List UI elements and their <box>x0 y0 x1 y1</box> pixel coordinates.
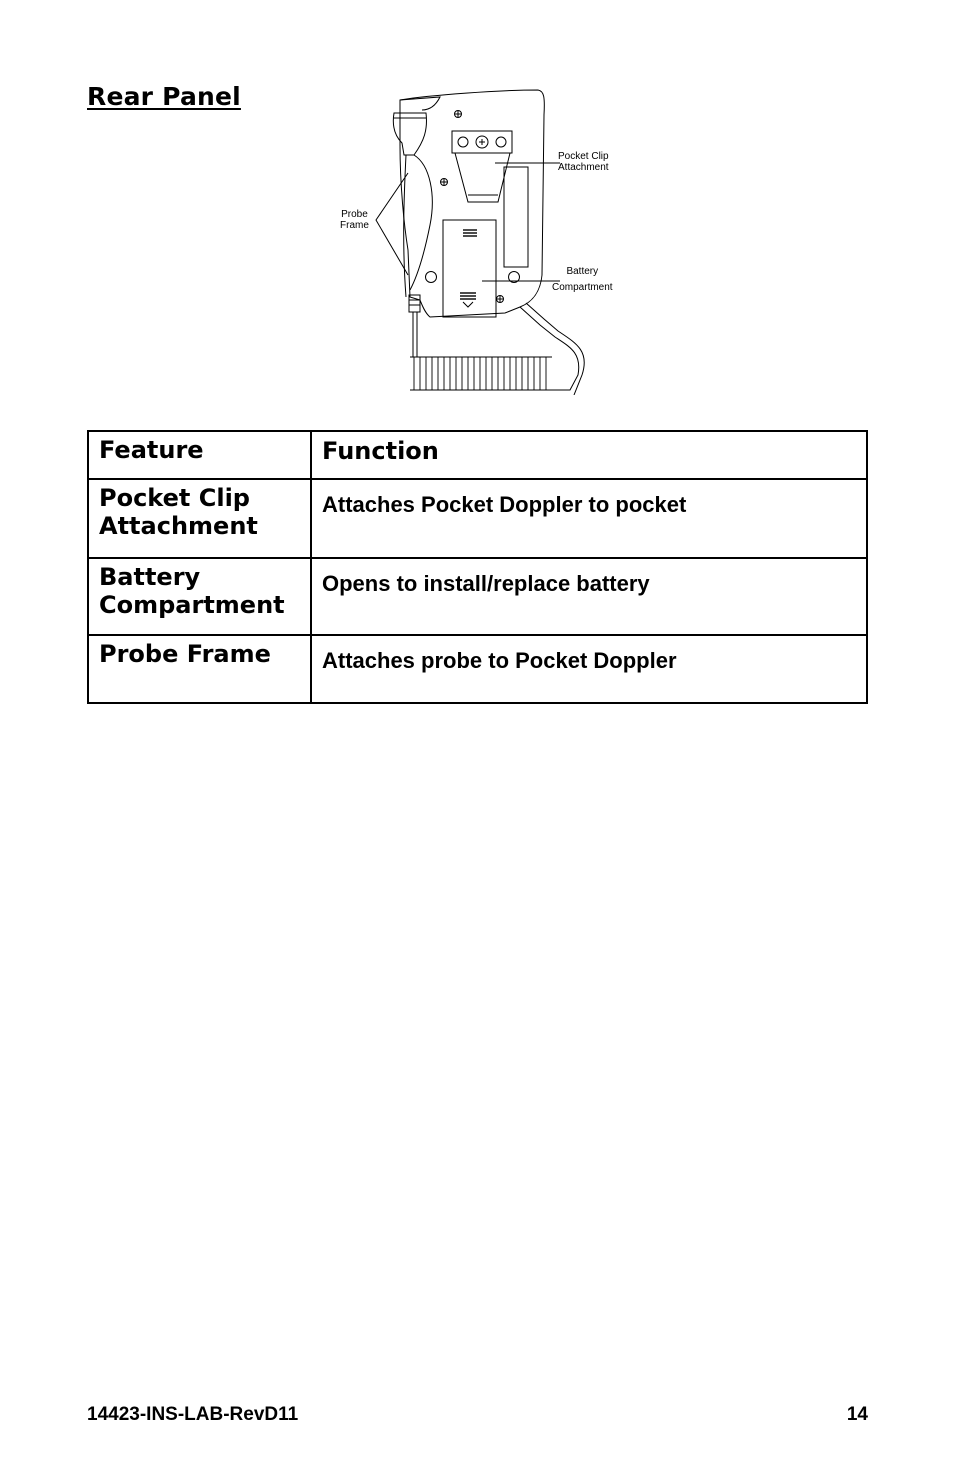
feature-text: Pocket Clip <box>99 484 250 512</box>
feature-text: Compartment <box>99 591 285 619</box>
label-line: Battery <box>566 266 599 277</box>
label-line: Attachment <box>558 162 609 173</box>
header-function: Function <box>311 431 867 479</box>
table-row <box>88 558 867 635</box>
label-probe-frame <box>340 209 369 231</box>
rear-panel-diagram <box>330 85 630 395</box>
table-header-row <box>88 431 867 479</box>
page-number: 14 <box>846 1404 868 1425</box>
function-cell: Opens to install/replace battery <box>311 558 867 635</box>
label-line: Frame <box>340 220 369 231</box>
page-title: Rear Panel <box>87 82 241 111</box>
function-cell: Attaches probe to Pocket Doppler <box>311 635 867 703</box>
label-line: Probe <box>341 209 368 220</box>
document-id: 14423-INS-LAB-RevD11 <box>87 1404 299 1425</box>
label-line: Compartment <box>552 282 613 293</box>
label-line: Pocket Clip <box>558 151 609 162</box>
header-feature: Feature <box>88 431 311 479</box>
label-battery-compartment <box>552 266 613 293</box>
feature-text: Probe Frame <box>99 640 271 668</box>
feature-cell <box>88 635 311 703</box>
feature-cell <box>88 479 311 558</box>
doppler-device-illustration <box>330 85 630 395</box>
table-row <box>88 635 867 703</box>
feature-text: Attachment <box>99 512 258 540</box>
feature-cell <box>88 558 311 635</box>
label-pocket-clip <box>558 151 609 173</box>
feature-text: Battery <box>99 563 201 591</box>
function-cell: Attaches Pocket Doppler to pocket <box>311 479 867 558</box>
feature-function-table <box>87 430 868 704</box>
table-row <box>88 479 867 558</box>
